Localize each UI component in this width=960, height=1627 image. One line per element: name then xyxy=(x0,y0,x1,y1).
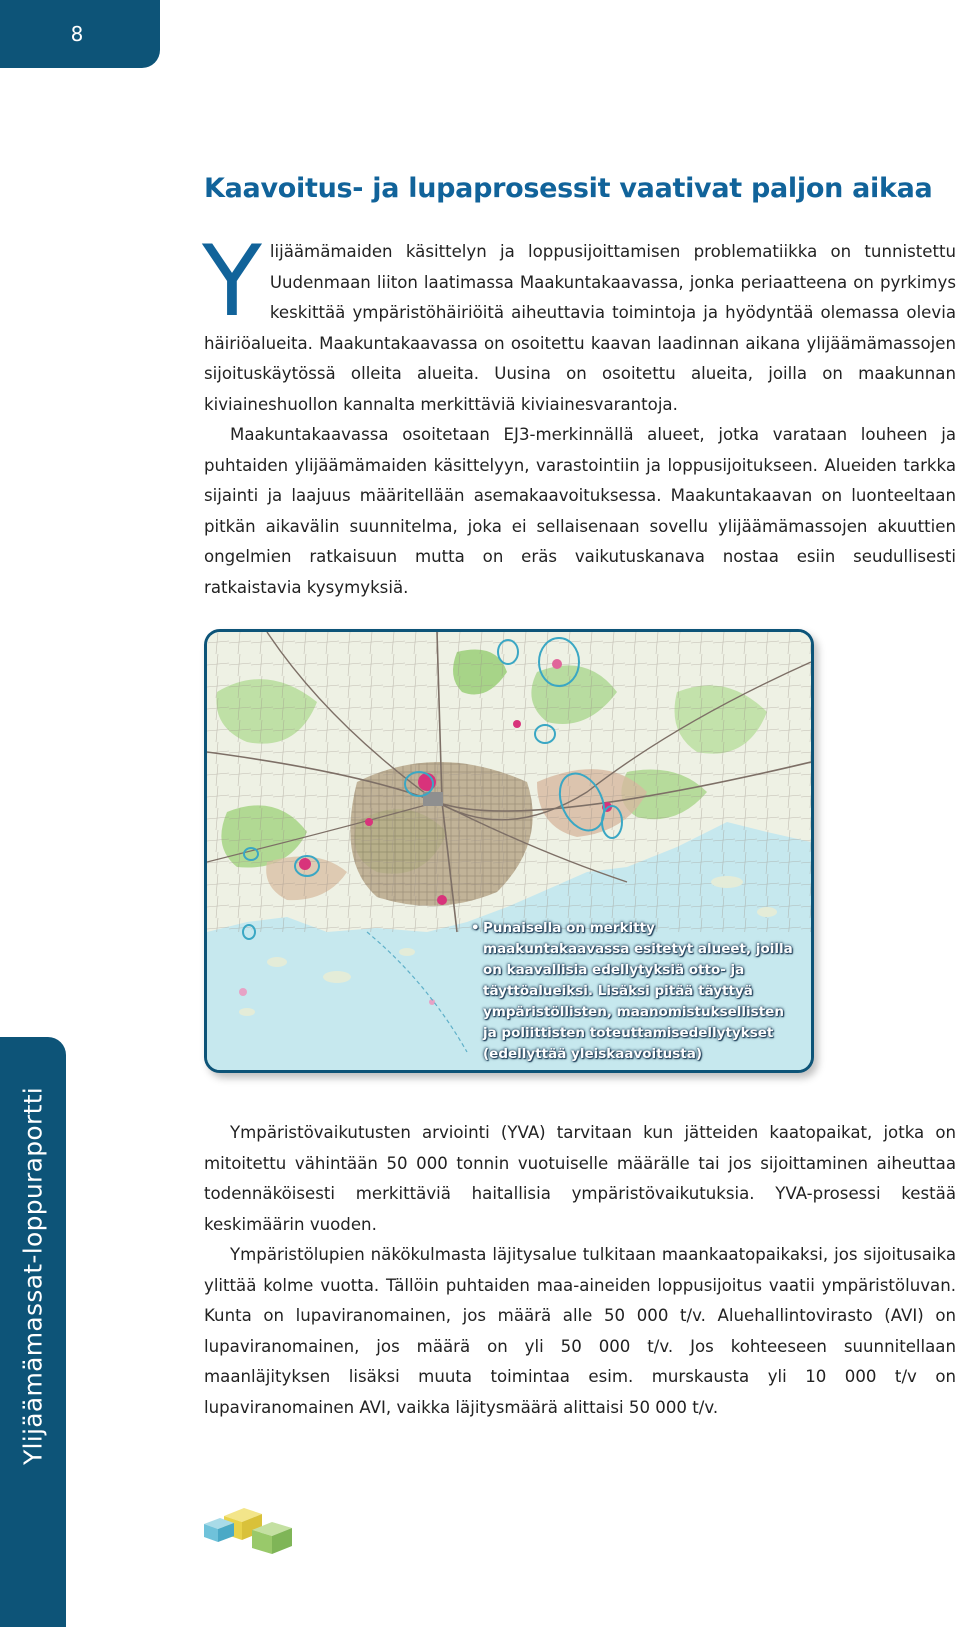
paragraph-ej3: Maakuntakaavassa osoitetaan EJ3-merkinnällä alueet, jotka varataan louheen ja puhtaiden ylijäämämaiden käsittelyyn, varastointiin ja loppusijoitukseen. Alueiden tarkka sijainti ja laajuus määritellään asemakaavoituksessa. Maakuntakaavan on luonteeltaan pitkän aikavälin suunnitelma, joka ei sellaisenaan sovellu ylijäämämassojen akuuttien ongelmien ratkaisuun mutta on eräs vaikutuskanava nostaa esiin seudullisesti ratkaistavia kysymyksiä. xyxy=(204,425,956,597)
page-number-tab xyxy=(0,0,160,68)
paragraph-yva: Ympäristövaikutusten arviointi (YVA) tarvitaan kun jätteiden kaatopaikat, jotka on mitoitettu vähintään 50 000 tonnin vuotuiselle määrälle tai jos sijoittaminen aiheuttaa todennäköisesti merkittäviä haitallisia ympäristövaikutuksia. YVA-prosessi kestää keskimäärin vuoden. xyxy=(204,1123,956,1234)
publication-title: Ylijäämämassat-loppuraportti xyxy=(18,1086,48,1466)
article-intro-block xyxy=(202,225,956,603)
map-caption: • Punaisella on merkitty maakuntakaavassa esitetyt alueet, joilla on kaavallisia edellytyksiä otto- ja täyttöalueiksi. Lisäksi pitää täyttyä ympäristöllisten, maanomistuksellisten ja poliittisten toteuttamisedellytykset (edellyttää yleiskaavoitusta) xyxy=(483,918,793,1065)
cube-logo-icon xyxy=(204,1494,300,1554)
page-number: 8 xyxy=(70,22,84,46)
intro-text: lijäämämaiden käsittelyn ja loppusijoittamisen problematiikka on tunnistettu Uudenmaan liiton laatimassa Maakuntakaavassa, jonka periaatteena on pyrkimys keskittää ympäristöhäiriöitä aiheuttavia toimintoja ja hyödyntää olemassa olevia häiriöalueita. Maakuntakaavassa on osoitettu kaavan laadinnan aikana ylijäämämassojen sijoituskäytössä olleita alueita. Uusina on osoitettu alueita, joilla on maakunnan kiviaineshuollon kannalta merkittäviä kiviainesvarantoja. xyxy=(204,242,956,414)
intro-paragraph xyxy=(202,225,956,420)
article-permit-block xyxy=(204,1118,956,1423)
paragraph-permits: Ympäristölupien näkökulmasta läjitysalue tulkitaan maankaatopaikaksi, jos sijoitusaika ylittää kolme vuotta. Tällöin puhtaiden maa-aineiden loppusijoitus vaatii ympäristöluvan. Kunta on lupaviranomainen, jos määrä alle 50 000 t/v. Aluehallintovirasto (AVI) on lupaviranomainen, jos määrä on yli 50 000 t/v. Jos kohteeseen suunnitellaan maanläjityksen lisäksi muuta toimintaa esim. murskausta yli 10 000 t/v on lupaviranomainen AVI, vaikka läjitysmäärä alittaisi 50 000 t/v. xyxy=(204,1245,956,1417)
dropcap-letter: Y xyxy=(202,225,262,339)
regional-plan-map xyxy=(204,629,814,1073)
article-heading: Kaavoitus- ja lupaprosessit vaativat paljon aikaa xyxy=(204,173,933,204)
